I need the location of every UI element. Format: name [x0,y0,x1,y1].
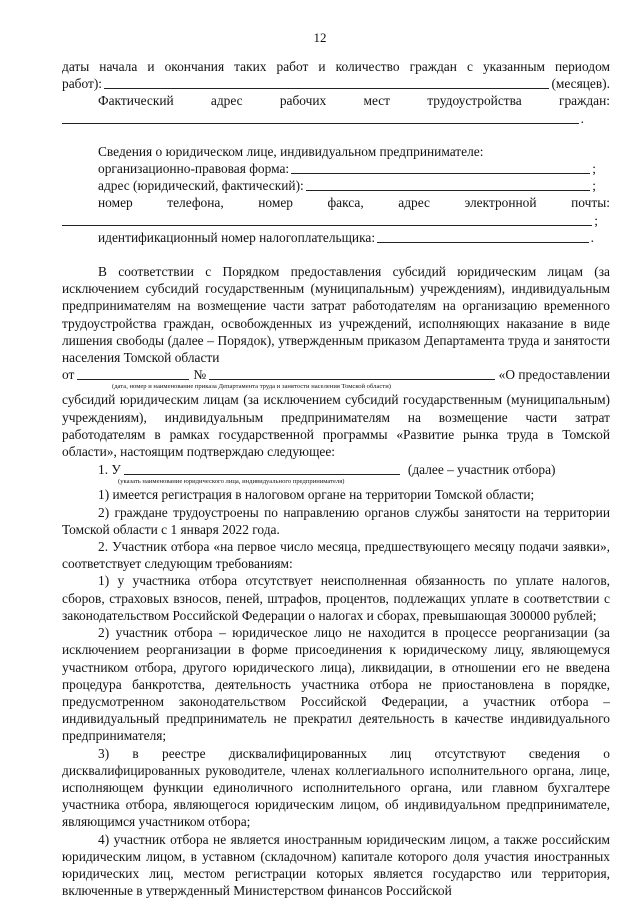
decree-paragraph: В соответствии с Порядком предоставления субсидий юридическим лицам (за исключением субсидий государственным (муниципальным) учреждениям), индивидуальным предпринимателям на возмещение части затрат работодателям на организацию временного трудоустройства граждан, освобожденных из учреждений, исполняющих наказание в виде лишения свободы (далее – Порядок), утвержденным приказом Департамента труда и занятости населения Томской области [62,264,610,366]
entity-contact-word: адрес [398,195,430,211]
entity-contact-word: телефона, [167,195,224,211]
item2-sub2: 2) участник отбора – юридическое лицо не находится в процессе реорганизации (за исключением реорганизации в форме присоединения к юридическому лицу, являющемуся участником отбора, другого юридического лица), ликвидации, в отношении его не введена процедура банкротства, деятельность участника отбора не приостановлена в порядке, предусмотренном законодательством Российской Федерации, а участник отбора – индивидуальный предприниматель не прекратил деятельность в качестве индивидуального предпринимателя; [62,625,610,744]
entity-inn-row [62,229,610,246]
item1-prefix: 1. У [98,462,121,478]
dates-line-1: даты начала и окончания таких работ и количество граждан с указанным периодом [62,59,610,74]
entity-address-end: ; [592,178,596,194]
entity-inn-end: . [590,229,594,245]
decree-quote-start: «О предоставлении [498,367,610,383]
item1-name-input-line[interactable] [124,461,400,475]
entity-contact-word: факса, [327,195,364,211]
entity-form-label: организационно-правовая форма: [98,161,290,177]
entity-form-end: ; [592,161,596,177]
decree-hint: (дата, номер и наименование приказа Департамента труда и занятости населения Томской области) [112,383,391,391]
decree-date-input-line[interactable] [77,366,189,380]
dates-suffix: (месяцев). [551,76,610,92]
page-number: 12 [313,30,327,45]
entity-contact-input-line[interactable] [62,212,592,226]
entity-address-input-line[interactable] [306,177,591,191]
decree-number-sign: № [193,367,207,383]
entity-contact-word: номер [98,195,133,211]
entity-form-row [62,160,610,177]
work-address-input-line[interactable] [62,110,579,124]
work-address-word: адрес [210,93,243,109]
item2-sub3: 3) в реестре дисквалифицированных лиц отсутствуют сведения о дисквалифицированных руководителе, членах коллегиального исполнительного органа, лице, исполняющем функции единоличного исполнительного органа, или главном бухгалтере участника отбора, являющегося юридическим лицом, об индивидуальном предпринимателе, являющимся участником отбора; [62,745,610,830]
work-address-word: рабочих [279,93,327,109]
work-address-word: мест [363,93,391,109]
work-address-word: граждан: [558,93,610,109]
entity-contact-word: электронной [464,195,537,211]
work-address-line [62,92,610,109]
entity-contact-word: номер [258,195,293,211]
dates-label: работ): [62,76,103,92]
work-address-end: . [580,110,584,126]
entity-heading: Сведения о юридическом лице, индивидуальном предпринимателе: [98,143,484,159]
item1-sub2: 2) граждане трудоустроены по направлению органов службы занятости на территории Томской области с 1 января 2022 года. [62,504,610,537]
item1-hint: (указать наименование юридического лица, индивидуального предпринимателя) [118,478,345,486]
item1-suffix: (далее – участник отбора) [407,462,556,478]
entity-inn-input-line[interactable] [377,229,589,243]
entity-inn-label: идентификационный номер налогоплательщика: [98,229,376,245]
entity-contact-end: ; [594,212,598,228]
entity-contact-word: почты: [571,195,610,211]
entity-contact-line [62,194,610,211]
item2-intro: 2. Участник отбора «на первое число месяца, предшествующего месяцу подачи заявки», соответствует следующим требованиям: [62,539,610,572]
entity-contact-fill [62,212,610,229]
work-address-word: трудоустройства [427,93,522,109]
item1-row [62,461,610,478]
dates-line-2 [62,75,610,92]
decree-ref-row [62,366,610,383]
dates-input-line[interactable] [104,75,549,89]
entity-address-label: адрес (юридический, фактический): [98,178,304,194]
item2-sub1: 1) у участника отбора отсутствует неисполненная обязанность по уплате налогов, сборов, страховых взносов, пеней, штрафов, процентов, подлежащих уплате в соответствии с законодательством Российской Федерации о налогах и сборах, превышающая 300000 рублей; [62,573,610,623]
work-address-word: Фактический [98,93,174,109]
entity-form-input-line[interactable] [291,160,590,174]
item1-sub1: 1) имеется регистрация в налоговом органе на территории Томской области; [98,487,535,503]
item2-sub4: 4) участник отбора не является иностранным юридическим лицом, а также российским юридическим лицом, в уставном (складочном) капитале которого доля участия иностранных юридических лиц, местом регистрации которых является государство или территория, включенные в утвержденный Министерством финансов Российской [62,831,610,899]
decree-from: от [62,367,75,383]
work-address-fill [62,110,610,127]
decree-continuation: субсидий юридическим лицам (за исключением субсидий государственным (муниципальным) учреждениям), индивидуальным предпринимателям на возмещение части затрат работодателям в рамках государственной программы «Развитие рынка труда в Томской области», настоящим подтверждаю следующее: [62,392,610,460]
decree-number-input-line[interactable] [209,366,494,380]
document-body [62,58,610,899]
entity-address-row [62,177,610,194]
